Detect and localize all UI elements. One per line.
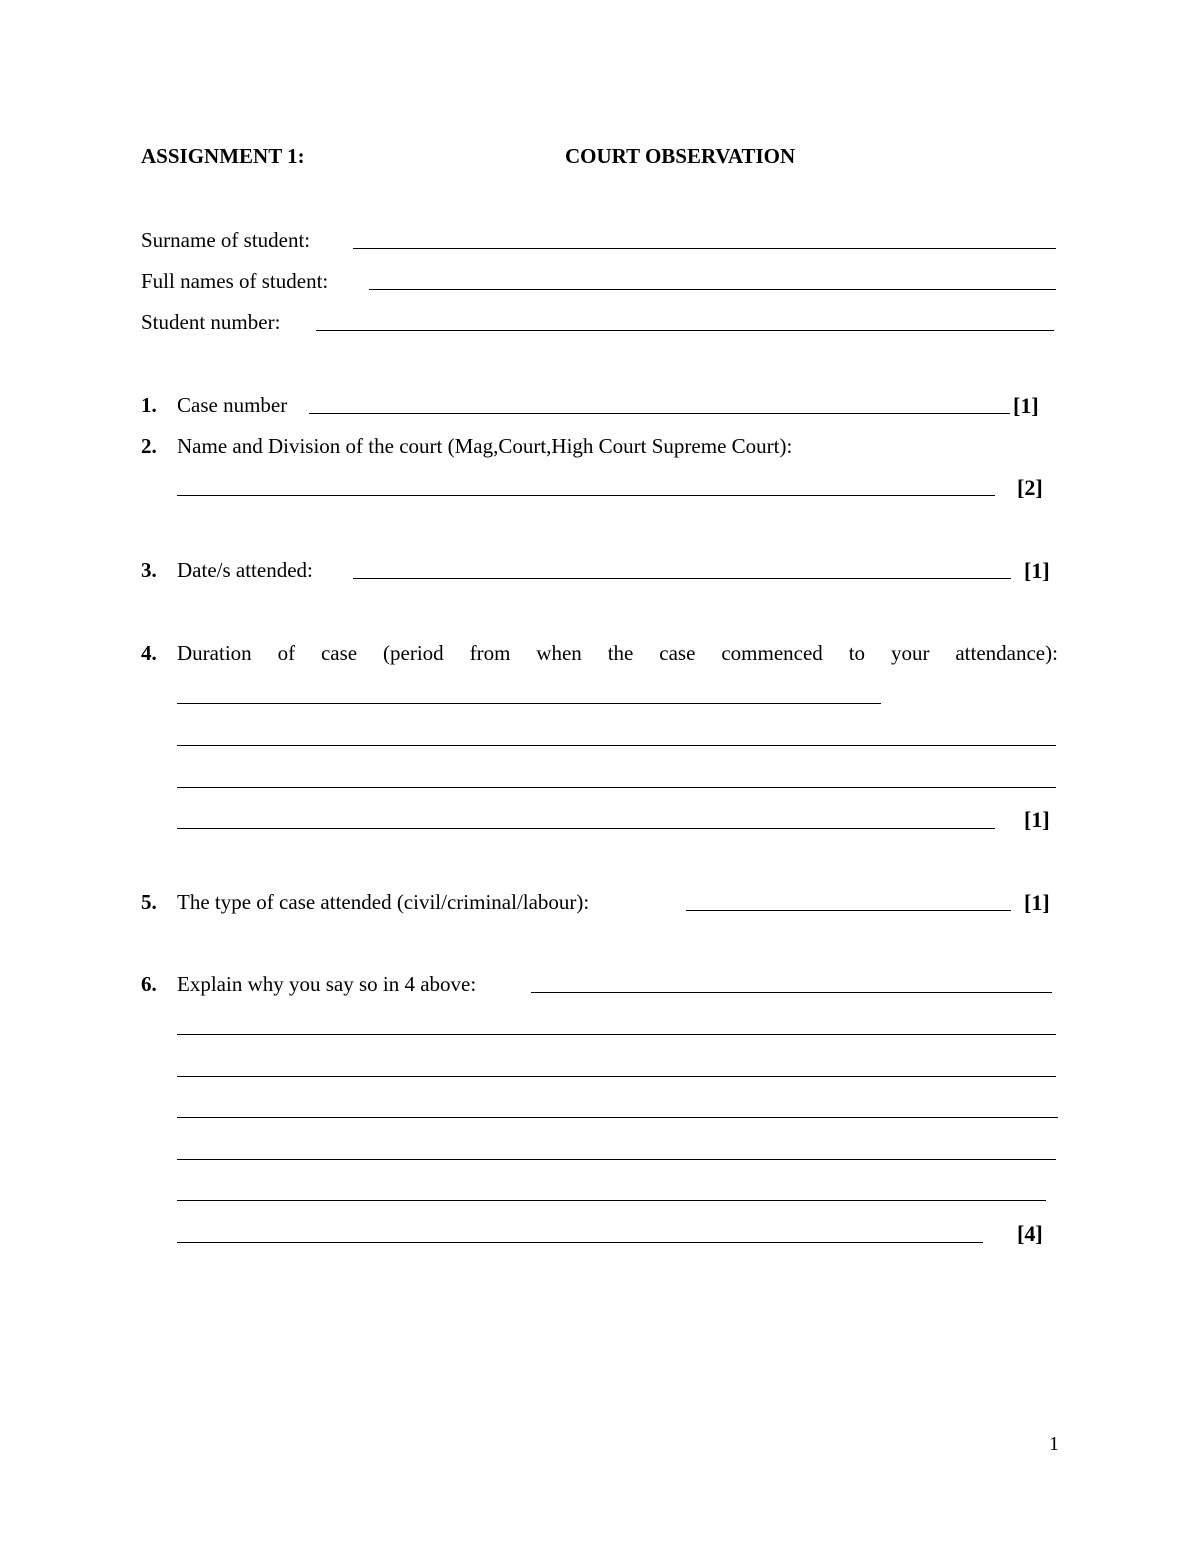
question-mark: [1]: [1024, 558, 1050, 583]
question-text: Explain why you say so in 4 above:: [177, 972, 477, 996]
question-word: case: [320, 641, 358, 665]
full-names-field[interactable]: [369, 289, 1056, 290]
court-division-field[interactable]: [177, 495, 995, 496]
surname-label: Surname of student:: [141, 228, 311, 252]
student-number-label: Student number:: [141, 310, 281, 334]
surname-field[interactable]: [353, 248, 1056, 249]
full-names-label: Full names of student:: [141, 269, 329, 293]
question-word: case: [659, 641, 696, 665]
question-number: 2.: [141, 434, 157, 458]
question-mark: [2]: [1017, 475, 1043, 500]
question-mark: [1]: [1024, 807, 1050, 832]
explanation-field[interactable]: [177, 1034, 1056, 1035]
question-text: Date/s attended:: [177, 558, 313, 582]
question-number: 3.: [141, 558, 157, 582]
duration-field[interactable]: [177, 703, 881, 704]
duration-field[interactable]: [177, 787, 1056, 788]
question-number: 5.: [141, 890, 157, 914]
question-number: 4.: [141, 641, 157, 665]
question-word: your: [890, 641, 930, 665]
explanation-field[interactable]: [177, 1242, 983, 1243]
explanation-field[interactable]: [177, 1076, 1056, 1077]
page-number: 1: [1049, 1433, 1059, 1455]
question-text: [177, 643, 1058, 664]
question-word: the: [607, 641, 634, 665]
question-word: (period: [383, 641, 444, 665]
question-text: The type of case attended (civil/criminal/labour):: [177, 890, 590, 914]
assignment-label: ASSIGNMENT 1:: [141, 144, 305, 168]
question-word: attendance):: [955, 641, 1058, 665]
question-mark: [4]: [1017, 1221, 1043, 1246]
explanation-field[interactable]: [177, 1200, 1046, 1201]
question-word: Duration: [177, 641, 252, 665]
question-word: of: [277, 641, 296, 665]
duration-field[interactable]: [177, 828, 995, 829]
question-number: 1.: [141, 393, 157, 417]
question-word: from: [469, 641, 511, 665]
question-word: when: [536, 641, 582, 665]
student-number-field[interactable]: [316, 330, 1054, 331]
question-word: to: [848, 641, 866, 665]
case-number-field[interactable]: [309, 413, 1010, 414]
duration-field[interactable]: [177, 745, 1056, 746]
explanation-field[interactable]: [177, 1117, 1058, 1118]
explanation-field[interactable]: [177, 1159, 1056, 1160]
case-type-field[interactable]: [686, 910, 1011, 911]
document-title: COURT OBSERVATION: [565, 144, 796, 168]
dates-attended-field[interactable]: [353, 578, 1011, 579]
explanation-field[interactable]: [531, 992, 1052, 993]
question-text: Case number: [177, 393, 288, 417]
question-number: 6.: [141, 972, 157, 996]
question-word: commenced: [721, 641, 823, 665]
question-mark: [1]: [1013, 393, 1039, 418]
question-mark: [1]: [1024, 890, 1050, 915]
question-text: Name and Division of the court (Mag,Court,High Court Supreme Court):: [177, 434, 793, 458]
